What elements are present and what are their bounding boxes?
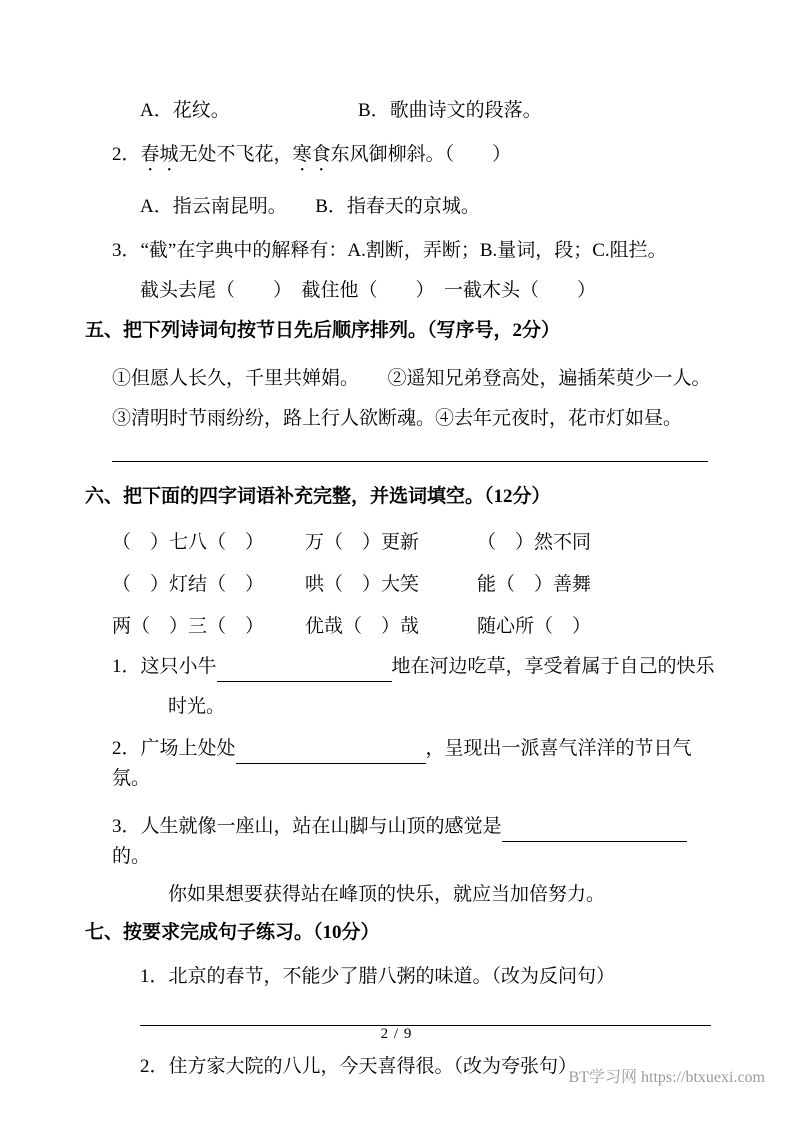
sentence-text: ，呈现出一派喜气洋洋的节日气氛。 <box>112 738 692 789</box>
page-number: 2 / 9 <box>380 1026 413 1042</box>
question-number: 2． <box>112 144 141 165</box>
word-blank: （ ）然不同 <box>477 532 592 553</box>
section-7-q1-answer-blank <box>140 1010 711 1026</box>
section-5-title: 五、把下列诗词句按节日先后顺序排列。（写序号，2分） <box>85 320 561 341</box>
section-7-q2: 2．住方家大院的八儿，今天喜得很。（改为夸张句） <box>140 1056 578 1077</box>
fill-blank <box>502 820 687 842</box>
stem-text: 无处不飞花， <box>178 144 293 165</box>
section-5-line2: ③清明时节雨纷纷，路上行人欲断魂。④去年元夜时，花市灯如昼。 <box>112 408 683 429</box>
fill-sentence-3-cont: 你如果想要获得站在峰顶的快乐，就应当加倍努力。 <box>168 884 606 905</box>
word-grid-row <box>112 612 723 642</box>
fill-sentence-2 <box>85 734 723 794</box>
word-grid-row <box>112 528 723 558</box>
word-blank: 随心所（ ） <box>477 616 592 637</box>
emphasized-word: 春城 <box>140 144 179 165</box>
q4-3-items: 截头去尾（ ） 截住他（ ） 一截木头（ ） <box>140 280 597 301</box>
section-5-line1: ①但愿人长久，千里共婵娟。 ②遥知兄弟登高处，遍插茱萸少一人。 <box>112 368 711 389</box>
fill-sentence-3 <box>85 812 723 872</box>
word-blank: 能（ ）善舞 <box>477 574 592 595</box>
option-b: B．歌曲诗文的段落。 <box>358 100 542 121</box>
sentence-text: 的。 <box>112 846 151 867</box>
q4-2-options: A．指云南昆明。 B．指春天的京城。 <box>140 196 480 217</box>
fill-blank <box>236 742 426 764</box>
word-blank: 优哉（ ）哉 <box>305 616 420 637</box>
q4-2-stem <box>85 140 723 176</box>
word-grid-row <box>112 570 723 600</box>
section-7-q1: 1．北京的春节，不能少了腊八粥的味道。（改为反问句） <box>140 966 616 987</box>
fill-sentence-1 <box>85 652 723 682</box>
stem-text: 东风御柳斜。（ ） <box>330 144 512 165</box>
section-5-answer-blank <box>112 446 708 462</box>
word-blank: （ ）灯结（ ） <box>112 574 265 595</box>
word-blank: （ ）七八（ ） <box>112 532 265 553</box>
q4-3-stem: 3．“截”在字典中的解释有：A.割断，弄断；B.量词，段；C.阻拦。 <box>112 240 667 261</box>
word-blank: 两（ ）三（ ） <box>112 616 265 637</box>
section-7-title: 七、按要求完成句子练习。（10分） <box>85 922 380 943</box>
emphasized-word: 寒食 <box>292 144 331 165</box>
site-watermark: BT学习网 https://btxuexi.com <box>568 1069 765 1086</box>
sentence-text: 1．这只小牛 <box>112 656 217 677</box>
sentence-text: 2．广场上处处 <box>112 738 236 759</box>
fill-sentence-1-cont: 时光。 <box>168 696 226 717</box>
option-a: A．花纹。 <box>140 100 230 121</box>
word-blank: 哄（ ）大笑 <box>305 574 420 595</box>
section-6-title: 六、把下面的四字词语补充完整，并选词填空。（12分） <box>85 486 551 507</box>
word-blank: 万（ ）更新 <box>305 532 420 553</box>
q4-1-options <box>85 96 723 126</box>
fill-blank <box>217 660 392 682</box>
sentence-text: 地在河边吃草，享受着属于自己的快乐 <box>391 656 715 677</box>
sentence-text: 3．人生就像一座山，站在山脚与山顶的感觉是 <box>112 816 502 837</box>
